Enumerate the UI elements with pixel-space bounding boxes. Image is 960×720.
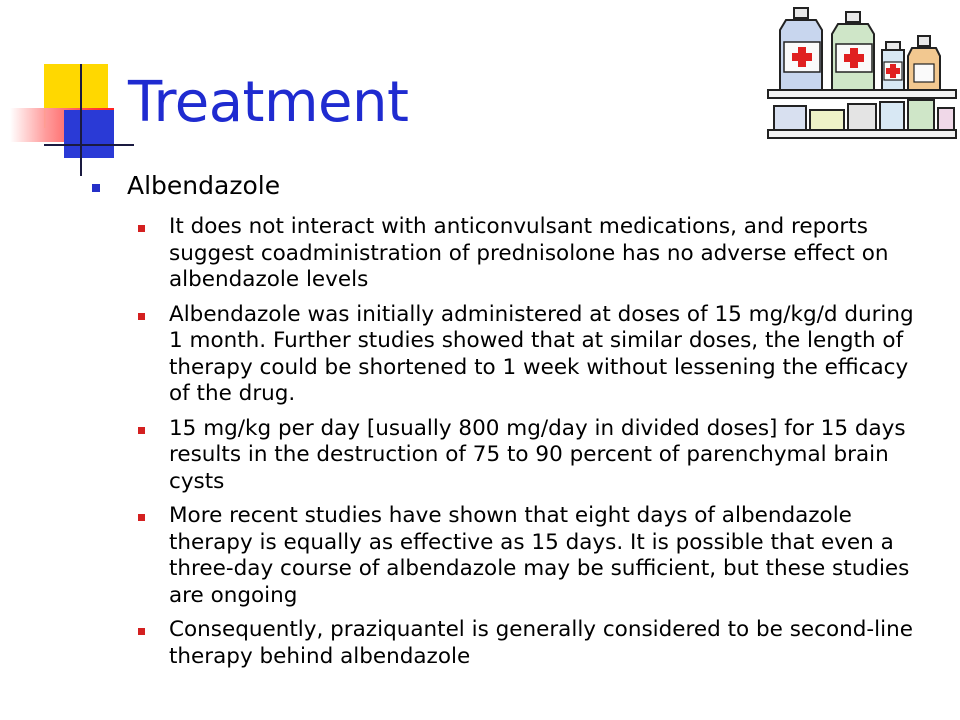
bullet-text: It does not interact with anticonvulsant medications, and reports suggest coadministration of prednisolone has no adverse effect on albendazole levels: [169, 214, 889, 292]
bullet-text: More recent studies have shown that eight days of albendazole therapy is equally as effective as 15 days. It is possible that even a three-day course of albendazole may be sufficient, but these studies are ongoing: [169, 503, 910, 608]
square-bullet-icon: [138, 225, 145, 232]
square-bullet-icon: [138, 427, 145, 434]
bullet-text: Albendazole was initially administered at doses of 15 mg/kg/d during 1 month. Further studies showed that at similar doses, the length of therapy could be shortened to 1 week without lessening the efficacy of the drug.: [169, 301, 914, 406]
sub-bullet-3: [138, 416, 929, 496]
decor-vertical-line: [80, 64, 82, 176]
slide-body: [92, 170, 942, 678]
decor-horizontal-line: [44, 144, 134, 146]
sub-bullet-4: [138, 503, 929, 609]
square-bullet-icon: [138, 514, 145, 521]
bullet-albendazole: [92, 170, 942, 202]
slide-title: Treatment: [128, 70, 409, 135]
sub-bullet-2: [138, 302, 929, 408]
bullet-text: 15 mg/kg per day [usually 800 mg/day in divided doses] for 15 days results in the destruction of 75 to 90 percent of parenchymal brain cysts: [169, 415, 906, 494]
bullet-text: Albendazole: [127, 171, 281, 200]
square-bullet-icon: [92, 184, 100, 192]
square-bullet-icon: [138, 628, 145, 635]
sub-bullet-5: [138, 617, 929, 670]
square-bullet-icon: [138, 313, 145, 320]
medicine-shelf-icon: [764, 2, 960, 142]
bullet-text: Consequently, praziquantel is generally considered to be second-line therapy behind albendazole: [169, 617, 913, 669]
sub-bullet-1: [138, 214, 929, 294]
decor-blue-square: [64, 110, 114, 158]
